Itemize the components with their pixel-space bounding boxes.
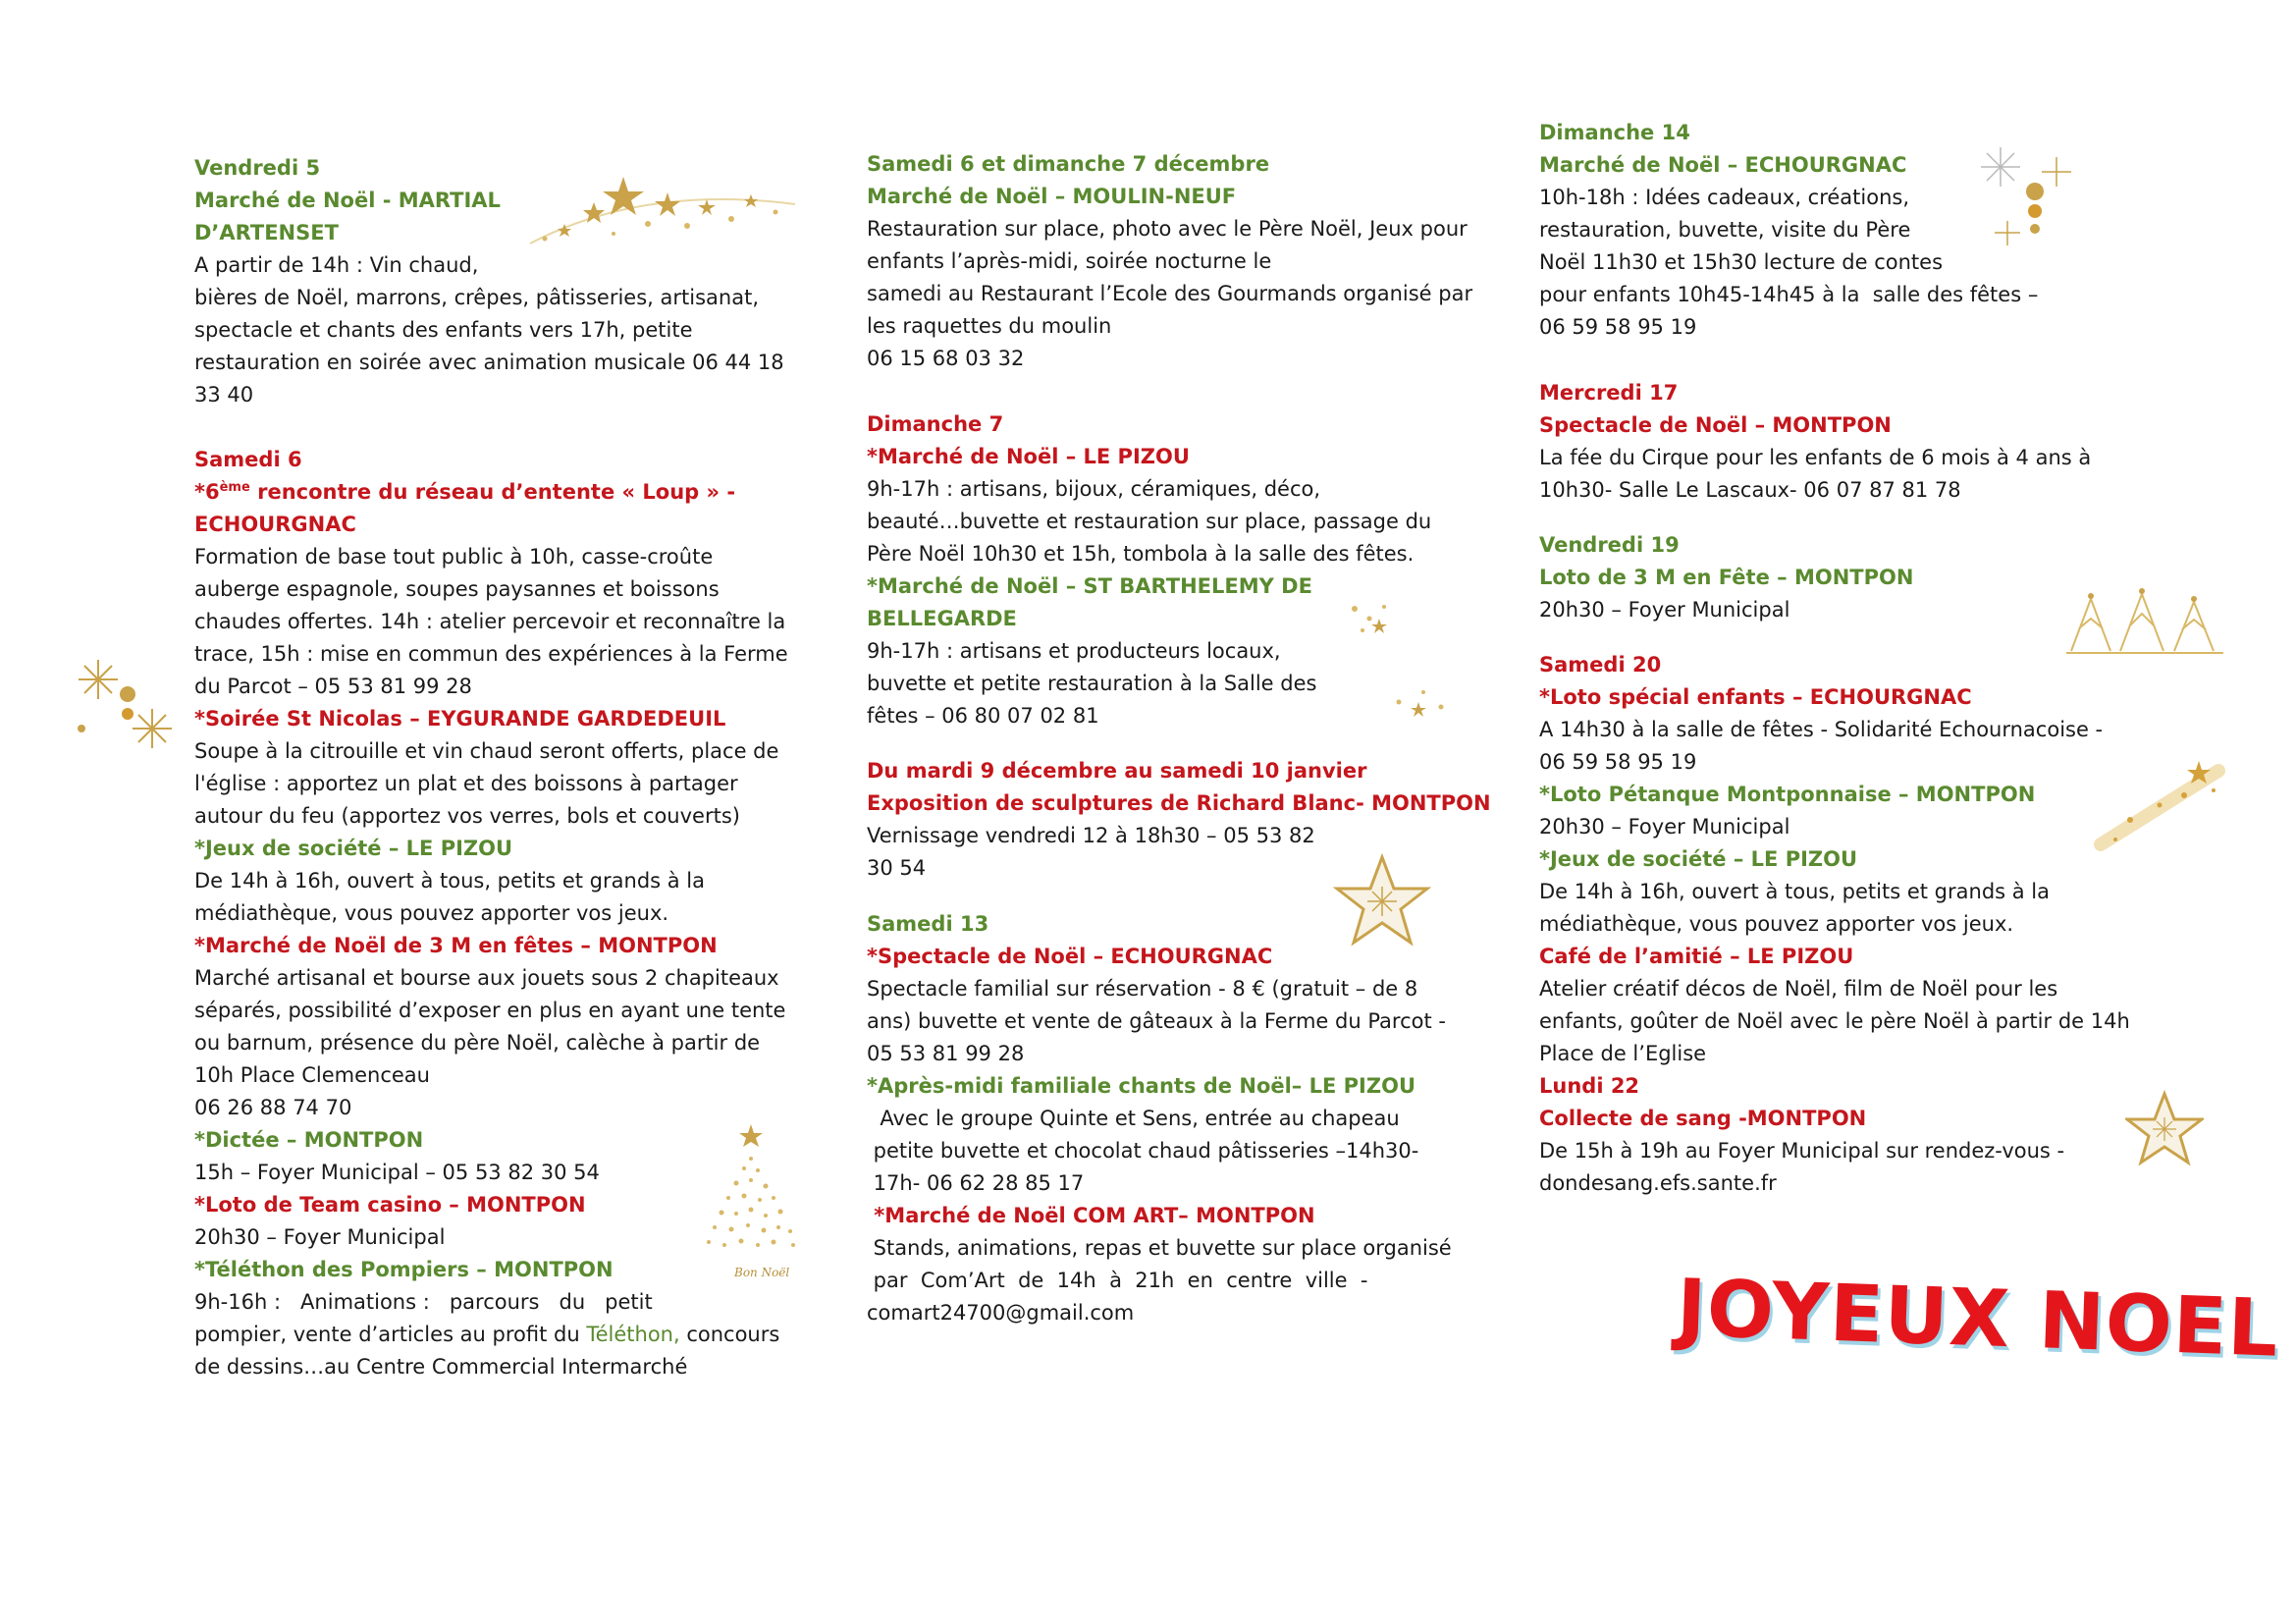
event-text: De 15h à 19h au Foyer Municipal sur rendez-vous - — [1539, 1139, 2065, 1163]
event-title: ECHOURGNAC — [194, 513, 356, 536]
event-title: *Jeux de société – LE PIZOU — [1539, 847, 1858, 871]
event-text: La fée du Cirque pour les enfants de 6 mois à 4 ans à — [1539, 446, 2092, 469]
event-text: De 14h à 16h, ouvert à tous, petits et grands à la — [1539, 880, 2051, 903]
event-text: 05 53 81 99 28 — [867, 1042, 1025, 1065]
event-text: A 14h30 à la salle de fêtes - Solidarité Echournacoise - — [1539, 718, 2104, 741]
event-title: Loto de 3 M en Fête – MONTPON — [1539, 566, 1914, 589]
event-text: pompier, vente d’articles au profit du Téléthon, concours — [194, 1323, 780, 1346]
event-text: 06 26 88 74 70 — [194, 1096, 352, 1119]
event-text: chaudes offertes. 14h : atelier percevoir et reconnaître la — [194, 610, 786, 633]
event-text: 10h Place Clemenceau — [194, 1063, 430, 1087]
event-text: Spectacle familial sur réservation - 8 € (gratuit – de 8 — [867, 977, 1418, 1001]
event-title: *Loto de Team casino – MONTPON — [194, 1193, 586, 1217]
event-text: buvette et petite restauration à la Salle des — [867, 672, 1317, 695]
event-text: du Parcot – 05 53 81 99 28 — [194, 675, 472, 698]
event-text: Noël 11h30 et 15h30 lecture de contes — [1539, 250, 1944, 274]
tree-caption: Bon Noël — [734, 1266, 790, 1279]
event-text: 9h-16h : Animations : parcours du petit — [194, 1290, 653, 1314]
event-text: petite buvette et chocolat chaud pâtisseries –14h30- — [867, 1139, 1419, 1163]
event-text: restauration, buvette, visite du Père — [1539, 218, 1911, 242]
event-title: *Jeux de société – LE PIZOU — [194, 837, 513, 860]
event-text: spectacle et chants des enfants vers 17h, petite — [194, 318, 693, 342]
telethon-link-text: Téléthon, — [586, 1323, 680, 1346]
event-date: Du mardi 9 décembre au samedi 10 janvier — [867, 759, 1367, 783]
event-title: Café de l’amitié – LE PIZOU — [1539, 945, 1854, 968]
event-title: D’ARTENSET — [194, 221, 339, 244]
event-text: Vernissage vendredi 12 à 18h30 – 05 53 82 — [867, 824, 1315, 847]
event-text: A partir de 14h : Vin chaud, — [194, 253, 479, 277]
event-date: Samedi 20 — [1539, 653, 1662, 677]
event-date: Samedi 6 — [194, 448, 302, 471]
event-text: dondesang.efs.sante.fr — [1539, 1171, 1777, 1195]
event-text: beauté…buvette et restauration sur place, passage du — [867, 510, 1432, 533]
event-text: Formation de base tout public à 10h, casse-croûte — [194, 545, 714, 568]
joyeux-noel-banner: JOYEUX NOEL — [1675, 1262, 2281, 1375]
sparkle-banner-icon — [2091, 751, 2228, 859]
snowflake-ornament-icon — [54, 650, 191, 768]
snowflake-ornament-icon — [1973, 137, 2081, 255]
event-title: *Téléthon des Pompiers – MONTPON — [194, 1258, 614, 1281]
event-text: ans) buvette et vente de gâteaux à la Ferme du Parcot - — [867, 1009, 1446, 1033]
event-text: enfants, goûter de Noël avec le père Noël à partir de 14h — [1539, 1009, 2130, 1033]
event-text: 9h-17h : artisans, bijoux, céramiques, déco, — [867, 477, 1321, 501]
event-text: 10h-18h : Idées cadeaux, créations, — [1539, 186, 1910, 209]
event-text: samedi au Restaurant l’Ecole des Gourmands organisé par — [867, 282, 1473, 305]
event-text: Marché artisanal et bourse aux jouets sous 2 chapiteaux — [194, 966, 779, 990]
event-title: *Loto Pétanque Montponnaise – MONTPON — [1539, 783, 2036, 806]
event-text: enfants l’après-midi, soirée nocturne le — [867, 249, 1272, 273]
star-garland-icon — [525, 165, 800, 253]
event-text: auberge espagnole, soupes paysannes et boissons — [194, 577, 720, 601]
event-text: 20h30 – Foyer Municipal — [1539, 815, 1790, 839]
event-text: de dessins…au Centre Commercial Intermarché — [194, 1355, 688, 1379]
event-text: trace, 15h : mise en commun des expériences à la Ferme — [194, 642, 788, 666]
event-date: Lundi 22 — [1539, 1074, 1640, 1098]
star-ornament-icon — [1333, 852, 1431, 950]
event-text: fêtes – 06 80 07 02 81 — [867, 704, 1099, 728]
event-text: 06 59 58 95 19 — [1539, 315, 1697, 339]
event-date: Vendredi 5 — [194, 156, 321, 180]
event-text: Avec le groupe Quinte et Sens, entrée au chapeau — [867, 1107, 1400, 1130]
event-date: Samedi 13 — [867, 912, 989, 936]
event-text: par Com’Art de 14h à 21h en centre ville - — [867, 1269, 1368, 1292]
event-text: 15h – Foyer Municipal – 05 53 82 30 54 — [194, 1161, 600, 1184]
event-date: Samedi 6 et dimanche 7 décembre — [867, 152, 1270, 176]
event-title: *Soirée St Nicolas – EYGURANDE GARDEDEUIL — [194, 707, 726, 731]
event-title: *Après-midi familiale chants de Noël– LE PIZOU — [867, 1074, 1415, 1098]
event-title: *Marché de Noël de 3 M en fêtes – MONTPON — [194, 934, 718, 957]
event-title: *Marché de Noël COM ART– MONTPON — [867, 1204, 1315, 1227]
event-text: 30 54 — [867, 856, 927, 880]
christmas-tree-icon — [677, 1119, 825, 1286]
event-date: Vendredi 19 — [1539, 533, 1680, 557]
event-text: les raquettes du moulin — [867, 314, 1112, 338]
event-text: 33 40 — [194, 383, 254, 406]
event-title: *6ème rencontre du réseau d’entente « Loup » - — [194, 480, 736, 504]
sparkle-icon — [1384, 677, 1463, 727]
event-text: médiathèque, vous pouvez apporter vos jeux. — [194, 901, 669, 925]
event-title: Marché de Noël - MARTIAL — [194, 189, 501, 212]
event-title: *Spectacle de Noël – ECHOURGNAC — [867, 945, 1273, 968]
event-text: autour du feu (apportez vos verres, bols et couverts) — [194, 804, 740, 828]
event-text: pour enfants 10h45-14h45 à la salle des fêtes – — [1539, 283, 2039, 306]
event-text: 06 59 58 95 19 — [1539, 750, 1697, 774]
event-text: séparés, possibilité d’exposer en plus en ayant une tente — [194, 999, 786, 1022]
event-text: 17h- 06 62 28 85 17 — [867, 1171, 1085, 1195]
event-title: BELLEGARDE — [867, 607, 1017, 630]
event-text: 20h30 – Foyer Municipal — [194, 1225, 446, 1249]
sparkle-icon — [1335, 589, 1414, 648]
event-title: *Loto spécial enfants – ECHOURGNAC — [1539, 685, 1972, 709]
event-text: Père Noël 10h30 et 15h, tombola à la salle des fêtes. — [867, 542, 1415, 566]
event-title: Marché de Noël – MOULIN-NEUF — [867, 185, 1237, 208]
event-text: Atelier créatif décos de Noël, film de Noël pour les — [1539, 977, 2058, 1001]
event-date: Mercredi 17 — [1539, 381, 1679, 405]
christmas-trees-icon — [2061, 584, 2228, 658]
event-text: De 14h à 16h, ouvert à tous, petits et grands à la — [194, 869, 706, 893]
event-date: Dimanche 7 — [867, 412, 1004, 436]
event-text: Soupe à la citrouille et vin chaud seront offerts, place de — [194, 739, 779, 763]
event-title: Marché de Noël – ECHOURGNAC — [1539, 153, 1907, 177]
event-text: 06 15 68 03 32 — [867, 347, 1025, 370]
event-title: *Marché de Noël – LE PIZOU — [867, 445, 1190, 468]
event-text: Restauration sur place, photo avec le Père Noël, Jeux pour — [867, 217, 1468, 241]
event-text: restauration en soirée avec animation musicale 06 44 18 — [194, 351, 784, 374]
star-ornament-icon — [2125, 1090, 2204, 1168]
event-date: Dimanche 14 — [1539, 121, 1690, 144]
event-email: comart24700@gmail.com — [867, 1301, 1135, 1325]
event-title: *Marché de Noël – ST BARTHELEMY DE — [867, 574, 1312, 598]
event-text: l'église : apportez un plat et des boissons à partager — [194, 772, 738, 795]
event-text: 9h-17h : artisans et producteurs locaux, — [867, 639, 1281, 663]
event-text: 20h30 – Foyer Municipal — [1539, 598, 1790, 622]
event-text: Place de l’Eglise — [1539, 1042, 1707, 1065]
event-text: Stands, animations, repas et buvette sur place organisé — [867, 1236, 1452, 1260]
event-title: Exposition de sculptures de Richard Blanc- MONTPON — [867, 791, 1491, 815]
event-text: bières de Noël, marrons, crêpes, pâtisseries, artisanat, — [194, 286, 759, 309]
event-text: 10h30- Salle Le Lascaux- 06 07 87 81 78 — [1539, 478, 1961, 502]
event-title: Spectacle de Noël – MONTPON — [1539, 413, 1892, 437]
event-title: Collecte de sang -MONTPON — [1539, 1107, 1867, 1130]
event-title: *Dictée – MONTPON — [194, 1128, 424, 1152]
event-text: ou barnum, présence du père Noël, calèche à partir de — [194, 1031, 761, 1055]
event-text: médiathèque, vous pouvez apporter vos jeux. — [1539, 912, 2014, 936]
